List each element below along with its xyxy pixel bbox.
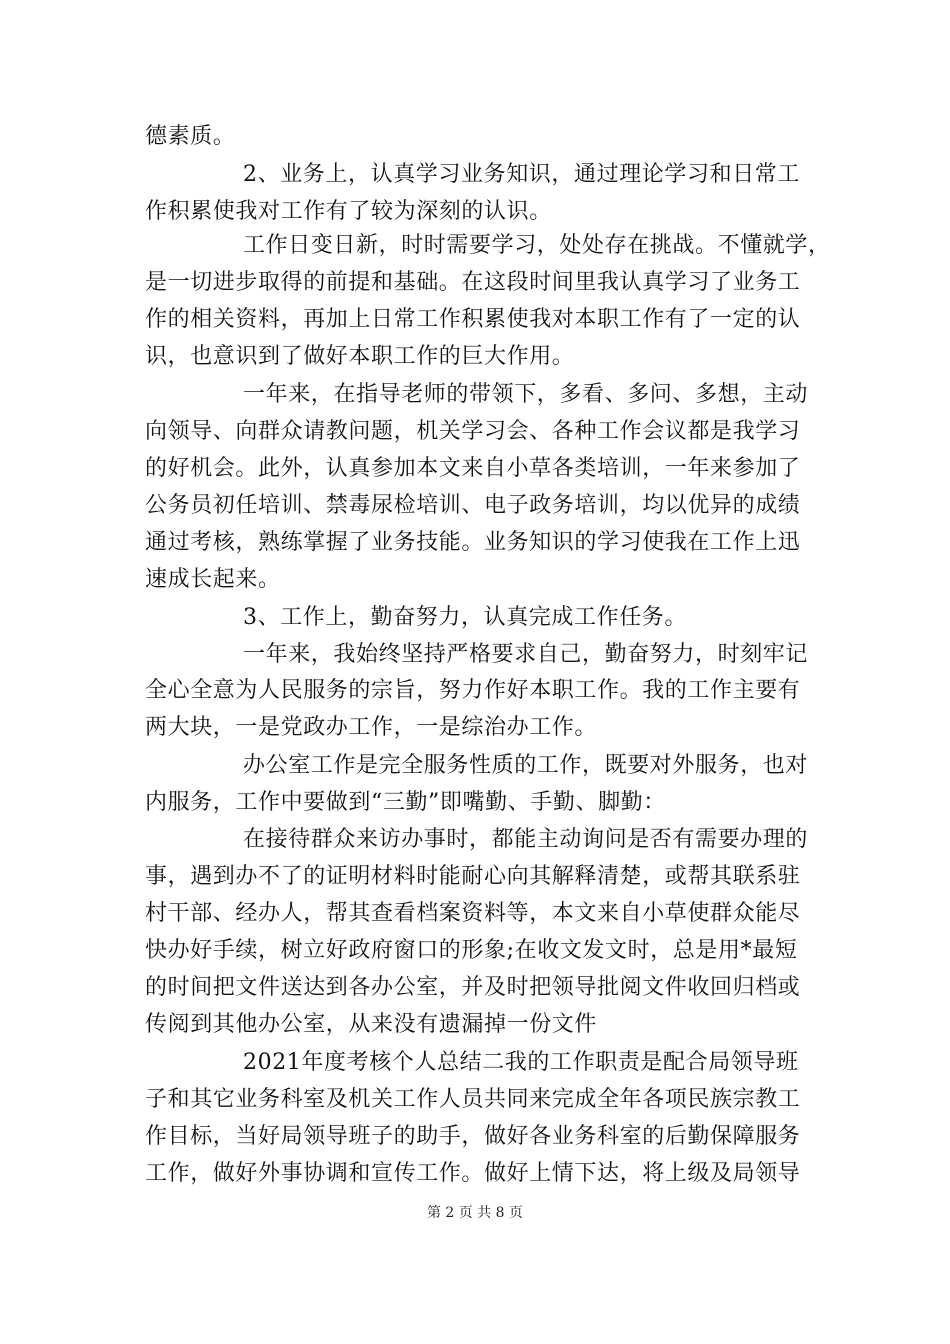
- body-text-line: 工作日变日新，时时需要学习，处处存在挑战。不懂就学，: [243, 233, 831, 258]
- body-text-line: 公务员初任培训、禁毒尿检培训、电子政务培训，均以优异的成绩: [145, 493, 801, 518]
- body-text-line: 作的相关资料，再加上日常工作积累使我对本职工作有了一定的认: [145, 307, 801, 332]
- body-text-line: 一年来，在指导老师的带领下，多看、多问、多想，主动: [243, 382, 809, 407]
- body-text-line: 识，也意识到了做好本职工作的巨大作用。: [145, 344, 575, 369]
- body-text-line: 3、工作上，勤奋努力，认真完成工作任务。: [243, 605, 687, 630]
- body-text-line: 在接待群众来访办事时，都能主动询问是否有需要办理的: [243, 827, 809, 852]
- body-text-line: 2021年度考核个人总结二我的工作职责是配合局领导班: [243, 1050, 799, 1075]
- body-text-line: 速成长起来。: [145, 567, 281, 592]
- body-text-line: 作积累使我对工作有了较为深刻的认识。: [145, 199, 552, 224]
- body-text-line: 村干部、经办人，帮其查看档案资料等，本文来自小草使群众能尽: [145, 901, 801, 926]
- body-text-line: 的好机会。此外，认真参加本文来自小草各类培训，一年来参加了: [145, 456, 801, 481]
- body-text-line: 一年来，我始终坚持严格要求自己，勤奋努力，时刻牢记: [243, 642, 809, 667]
- body-text-line: 工作，做好外事协调和宣传工作。做好上情下达，将上级及局领导: [145, 1161, 801, 1186]
- body-text-line: 是一切进步取得的前提和基础。在这段时间里我认真学习了业务工: [145, 270, 801, 295]
- body-text-line: 向领导、向群众请教问题，机关学习会、各种工作会议都是我学习: [145, 419, 801, 444]
- body-text-line: 通过考核，熟练掌握了业务技能。业务知识的学习使我在工作上迅: [145, 530, 801, 555]
- body-text-line: 传阅到其他办公室，从来没有遗漏掉一份文件: [145, 1012, 598, 1037]
- body-text-line: 办公室工作是完全服务性质的工作，既要对外服务，也对: [243, 753, 809, 778]
- page-number-footer: 第 2 页 共 8 页: [426, 1205, 524, 1221]
- body-text-line: 子和其它业务科室及机关工作人员共同来完成全年各项民族宗教工: [145, 1087, 801, 1112]
- body-text-line: 的时间把文件送达到各办公室，并及时把领导批阅文件收回归档或: [145, 975, 801, 1000]
- body-text-line: 内服务，工作中要做到“三勤”即嘴勤、手勤、脚勤：: [145, 790, 666, 815]
- body-text-line: 作目标，当好局领导班子的助手，做好各业务科室的后勤保障服务: [145, 1124, 801, 1149]
- body-text-line: 全心全意为人民服务的宗旨，努力作好本职工作。我的工作主要有: [145, 678, 801, 703]
- body-text-line: 两大块，一是党政办工作，一是综治办工作。: [145, 715, 598, 740]
- body-text-line: 快办好手续，树立好政府窗口的形象;在收文发文时，总是用*最短: [145, 938, 798, 963]
- body-text-line: 德素质。: [145, 124, 236, 149]
- body-text-line: 2、业务上，认真学习业务知识，通过理论学习和日常工: [243, 162, 800, 187]
- body-text-line: 事，遇到办不了的证明材料时能耐心向其解释清楚，或帮其联系驻: [145, 864, 801, 889]
